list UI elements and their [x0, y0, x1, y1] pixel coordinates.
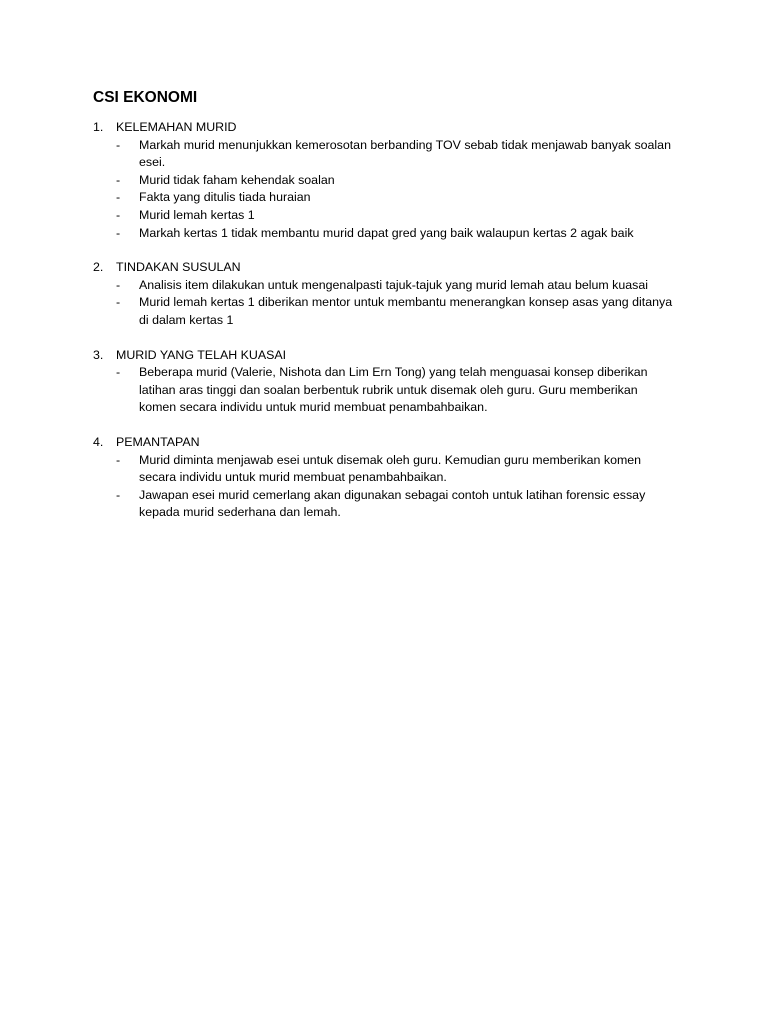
section-title: KELEMAHAN MURID	[116, 120, 237, 134]
section-pemantapan	[93, 434, 683, 522]
list-item	[93, 189, 683, 207]
bullet-dash: -	[116, 207, 121, 222]
section-heading	[93, 434, 683, 452]
document-body	[93, 88, 683, 539]
section-heading	[93, 347, 683, 365]
section-number: 3.	[93, 347, 104, 362]
bullet-dash: -	[116, 225, 121, 240]
bullet-list	[93, 364, 683, 417]
list-item	[93, 487, 683, 522]
bullet-dash: -	[116, 190, 121, 205]
bullet-dash: -	[116, 365, 121, 380]
bullet-dash: -	[116, 452, 121, 467]
bullet-dash: -	[116, 172, 121, 187]
section-tindakan-susulan	[93, 259, 683, 329]
bullet-text: Murid tidak faham kehendak soalan	[139, 172, 335, 187]
bullet-dash: -	[116, 277, 121, 292]
bullet-text: Murid diminta menjawab esei untuk disemak oleh guru. Kemudian guru memberikan komen secara individu untuk murid membuat penambahbaikan.	[139, 452, 642, 485]
bullet-text: Murid lemah kertas 1	[139, 207, 255, 222]
section-title: MURID YANG TELAH KUASAI	[116, 347, 287, 362]
document-title: CSI EKONOMI	[93, 89, 198, 106]
bullet-list	[93, 452, 683, 522]
section-title: PEMANTAPAN	[116, 434, 200, 449]
section-heading	[93, 119, 683, 137]
bullet-text: Beberapa murid (Valerie, Nishota dan Lim Ern Tong) yang telah menguasai konsep diberikan latihan aras tinggi dan soalan berbentuk rubrik untuk disemak oleh guru. Guru memberikan komen secara individu untuk murid membuat penambahbaikan.	[139, 365, 648, 415]
bullet-dash: -	[116, 137, 121, 152]
list-item	[93, 294, 683, 329]
list-item	[93, 172, 683, 190]
list-item	[93, 452, 683, 487]
section-murid-yang-telah-kuasai	[93, 347, 683, 417]
section-kelemahan-murid	[93, 119, 683, 242]
bullet-text: Markah kertas 1 tidak membantu murid dapat gred yang baik walaupun kertas 2 agak baik	[139, 225, 634, 240]
list-item	[93, 277, 683, 295]
section-number: 2.	[93, 260, 104, 275]
list-item	[93, 364, 683, 417]
section-number: 1.	[93, 120, 104, 134]
bullet-text: Jawapan esei murid cemerlang akan digunakan sebagai contoh untuk latihan forensic essay kepada murid sederhana dan lemah.	[139, 487, 646, 520]
bullet-list	[93, 277, 683, 330]
bullet-text: Fakta yang ditulis tiada huraian	[139, 190, 311, 205]
bullet-text: Murid lemah kertas 1 diberikan mentor untuk membantu menerangkan konsep asas yang ditanya di dalam kertas 1	[139, 295, 673, 327]
section-title: TINDAKAN SUSULAN	[116, 260, 241, 275]
bullet-dash: -	[116, 295, 121, 310]
section-heading	[93, 259, 683, 277]
section-number: 4.	[93, 434, 104, 449]
bullet-dash: -	[116, 487, 121, 502]
list-item	[93, 137, 683, 172]
list-item	[93, 225, 683, 243]
bullet-text: Markah murid menunjukkan kemerosotan berbanding TOV sebab tidak menjawab banyak soalan esei.	[139, 137, 671, 170]
bullet-list	[93, 137, 683, 243]
bullet-text: Analisis item dilakukan untuk mengenalpasti tajuk-tajuk yang murid lemah atau belum kuasai	[139, 277, 648, 292]
list-item	[93, 207, 683, 225]
